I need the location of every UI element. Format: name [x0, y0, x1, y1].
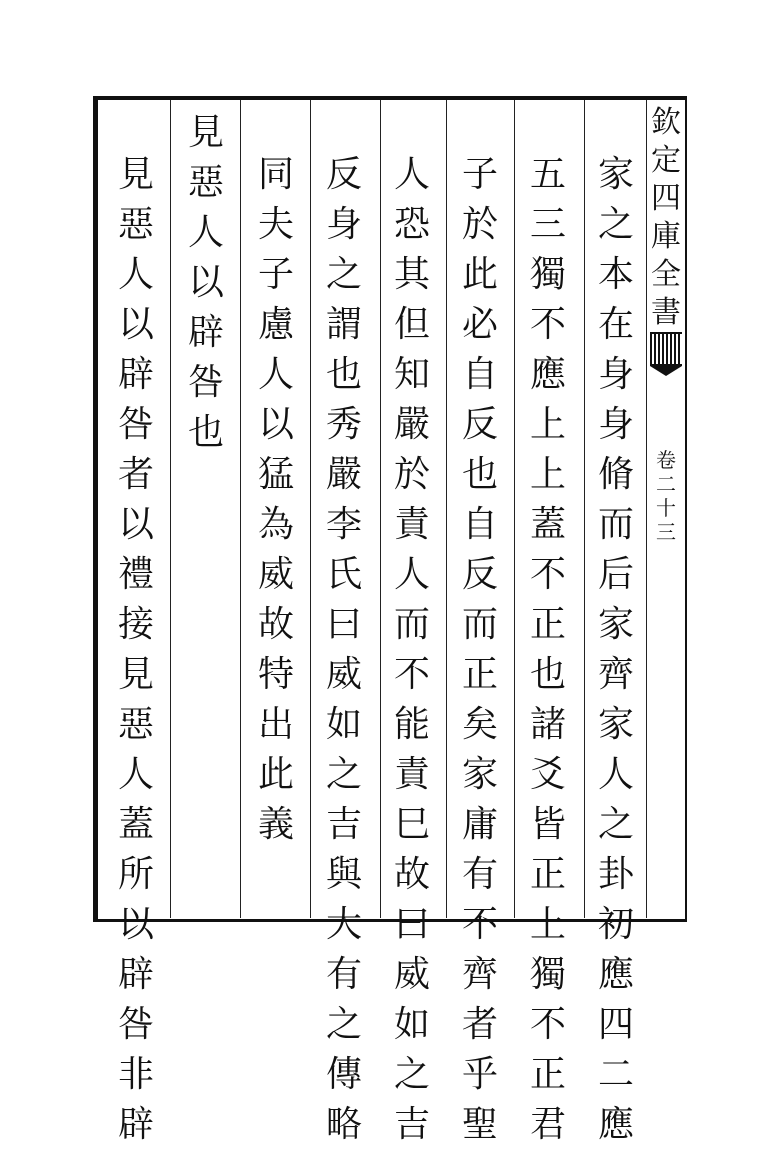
text-char: 書 — [651, 295, 681, 330]
text-char: 反 — [461, 404, 498, 445]
text-char: 家 — [597, 154, 634, 195]
text-char: 李 — [325, 504, 362, 545]
text-char: 正 — [529, 854, 566, 895]
text-char: 人 — [117, 254, 154, 295]
text-char: 恐 — [393, 204, 430, 245]
text-char: 上 — [529, 454, 566, 495]
text-char: 以 — [117, 904, 154, 945]
text-char: 見 — [117, 154, 154, 195]
text-char: 正 — [461, 654, 498, 695]
text-char: 如 — [393, 1004, 430, 1045]
text-char: 齊 — [461, 954, 498, 995]
text-char: 五 — [529, 154, 566, 195]
text-char: 諸 — [529, 704, 566, 745]
text-char: 以 — [117, 504, 154, 545]
text-char: 上 — [529, 404, 566, 445]
text-char: 知 — [393, 354, 430, 395]
text-char: 之 — [597, 804, 634, 845]
text-char: 曰 — [393, 904, 430, 945]
text-char: 傳 — [325, 1054, 362, 1095]
text-char: 禮 — [117, 554, 154, 595]
text-char: 身 — [597, 404, 634, 445]
text-char: 也 — [461, 454, 498, 495]
edge-title — [646, 104, 686, 332]
text-char: 人 — [393, 154, 430, 195]
text-char: 三 — [529, 204, 566, 245]
text-char: 故 — [393, 854, 430, 895]
text-char: 子 — [461, 154, 498, 195]
text-char: 所 — [117, 854, 154, 895]
text-char: 辟 — [187, 312, 224, 353]
text-char: 必 — [461, 304, 498, 345]
text-column-1 — [588, 150, 644, 1150]
text-char: 不 — [529, 304, 566, 345]
text-char: 之 — [325, 1004, 362, 1045]
text-char: 皆 — [529, 804, 566, 845]
text-char: 齊 — [597, 654, 634, 695]
text-char: 以 — [187, 262, 224, 303]
text-char: 吉 — [325, 804, 362, 845]
text-char: 於 — [393, 454, 430, 495]
text-char: 惡 — [117, 204, 154, 245]
column-rule — [446, 100, 447, 918]
column-rule — [310, 100, 311, 918]
text-char: 君 — [529, 1104, 566, 1145]
text-char: 謂 — [325, 304, 362, 345]
text-char: 略 — [325, 1104, 362, 1145]
text-char: 咎 — [117, 404, 154, 445]
column-rule — [240, 100, 241, 918]
text-char: 嚴 — [393, 404, 430, 445]
text-char: 辟 — [117, 954, 154, 995]
text-char: 於 — [461, 204, 498, 245]
text-char: 卦 — [597, 854, 634, 895]
text-char: 吉 — [393, 1104, 430, 1145]
text-char: 身 — [597, 354, 634, 395]
text-char: 義 — [257, 804, 294, 845]
column-rule — [380, 100, 381, 918]
text-char: 與 — [325, 854, 362, 895]
text-char: 人 — [393, 554, 430, 595]
text-char: 見 — [187, 112, 224, 153]
text-char: 嚴 — [325, 454, 362, 495]
text-char: 夫 — [257, 204, 294, 245]
text-char: 三 — [656, 520, 676, 544]
column-rule — [584, 100, 585, 918]
text-char: 惡 — [187, 162, 224, 203]
text-char: 應 — [597, 1104, 634, 1145]
text-char: 不 — [393, 654, 430, 695]
text-column-4 — [384, 150, 440, 1150]
text-char: 以 — [117, 304, 154, 345]
text-char: 子 — [257, 254, 294, 295]
text-char: 而 — [461, 604, 498, 645]
text-char: 氏 — [325, 554, 362, 595]
edge-juan — [646, 448, 686, 544]
text-char: 辟 — [117, 354, 154, 395]
text-column-7 — [178, 108, 234, 458]
text-char: 之 — [393, 1054, 430, 1095]
text-char: 反 — [461, 554, 498, 595]
text-char: 慮 — [257, 304, 294, 345]
text-char: 者 — [461, 1004, 498, 1045]
text-char: 二 — [656, 472, 676, 496]
text-char: 正 — [529, 1054, 566, 1095]
text-char: 而 — [393, 604, 430, 645]
text-char: 人 — [597, 754, 634, 795]
text-char: 應 — [597, 954, 634, 995]
text-char: 此 — [461, 254, 498, 295]
text-char: 家 — [597, 604, 634, 645]
text-char: 不 — [461, 904, 498, 945]
text-char: 自 — [461, 354, 498, 395]
text-char: 以 — [257, 404, 294, 445]
text-char: 家 — [461, 754, 498, 795]
text-char: 惡 — [117, 704, 154, 745]
text-char: 十 — [656, 496, 676, 520]
text-char: 正 — [529, 604, 566, 645]
text-char: 威 — [325, 654, 362, 695]
text-char: 獨 — [529, 254, 566, 295]
text-char: 者 — [117, 454, 154, 495]
text-column-8 — [108, 150, 164, 1150]
column-rule — [170, 100, 171, 918]
text-char: 自 — [461, 504, 498, 545]
text-char: 庸 — [461, 804, 498, 845]
text-char: 人 — [257, 354, 294, 395]
text-char: 此 — [257, 754, 294, 795]
text-char: 欽 — [651, 105, 681, 140]
text-char: 也 — [529, 654, 566, 695]
text-char: 蓋 — [117, 804, 154, 845]
text-char: 但 — [393, 304, 430, 345]
text-char: 矣 — [461, 704, 498, 745]
text-char: 咎 — [117, 1004, 154, 1045]
text-char: 后 — [597, 554, 634, 595]
text-char: 上 — [529, 904, 566, 945]
text-column-5 — [316, 150, 372, 1150]
text-char: 見 — [117, 654, 154, 695]
text-char: 辟 — [117, 1104, 154, 1145]
text-char: 不 — [529, 1004, 566, 1045]
text-char: 全 — [651, 257, 681, 292]
text-char: 大 — [325, 904, 362, 945]
text-char: 巳 — [393, 804, 430, 845]
text-char: 聖 — [461, 1104, 498, 1145]
text-char: 蓋 — [529, 504, 566, 545]
text-char: 爻 — [529, 754, 566, 795]
text-char: 責 — [393, 754, 430, 795]
column-rule — [514, 100, 515, 918]
text-char: 四 — [651, 181, 681, 216]
text-char: 為 — [257, 504, 294, 545]
text-char: 身 — [325, 204, 362, 245]
text-column-2 — [520, 150, 576, 1150]
text-char: 威 — [257, 554, 294, 595]
text-char: 庫 — [651, 219, 681, 254]
text-char: 應 — [529, 354, 566, 395]
text-char: 秀 — [325, 404, 362, 445]
text-char: 之 — [325, 254, 362, 295]
text-char: 反 — [325, 154, 362, 195]
text-char: 定 — [651, 143, 681, 178]
text-char: 獨 — [529, 954, 566, 995]
text-char: 有 — [461, 854, 498, 895]
text-char: 卷 — [656, 448, 676, 472]
text-char: 威 — [393, 954, 430, 995]
text-char: 家 — [597, 704, 634, 745]
text-char: 非 — [117, 1054, 154, 1095]
text-char: 也 — [187, 412, 224, 453]
text-char: 如 — [325, 704, 362, 745]
text-char: 也 — [325, 354, 362, 395]
text-char: 乎 — [461, 1054, 498, 1095]
text-char: 之 — [325, 754, 362, 795]
text-char: 有 — [325, 954, 362, 995]
text-char: 而 — [597, 504, 634, 545]
text-char: 咎 — [187, 362, 224, 403]
text-column-3 — [452, 150, 508, 1150]
fish-tail-mark — [650, 332, 682, 366]
text-char: 不 — [529, 554, 566, 595]
text-char: 其 — [393, 254, 430, 295]
text-char: 出 — [257, 704, 294, 745]
text-char: 人 — [117, 754, 154, 795]
text-char: 初 — [597, 904, 634, 945]
text-char: 四 — [597, 1004, 634, 1045]
text-char: 曰 — [325, 604, 362, 645]
text-char: 特 — [257, 654, 294, 695]
text-char: 故 — [257, 604, 294, 645]
text-char: 同 — [257, 154, 294, 195]
text-char: 二 — [597, 1054, 634, 1095]
text-char: 本 — [597, 254, 634, 295]
text-char: 脩 — [597, 454, 634, 495]
text-char: 接 — [117, 604, 154, 645]
text-column-6 — [248, 150, 304, 850]
text-char: 在 — [597, 304, 634, 345]
text-char: 猛 — [257, 454, 294, 495]
text-char: 人 — [187, 212, 224, 253]
text-char: 責 — [393, 504, 430, 545]
text-char: 之 — [597, 204, 634, 245]
text-char: 能 — [393, 704, 430, 745]
